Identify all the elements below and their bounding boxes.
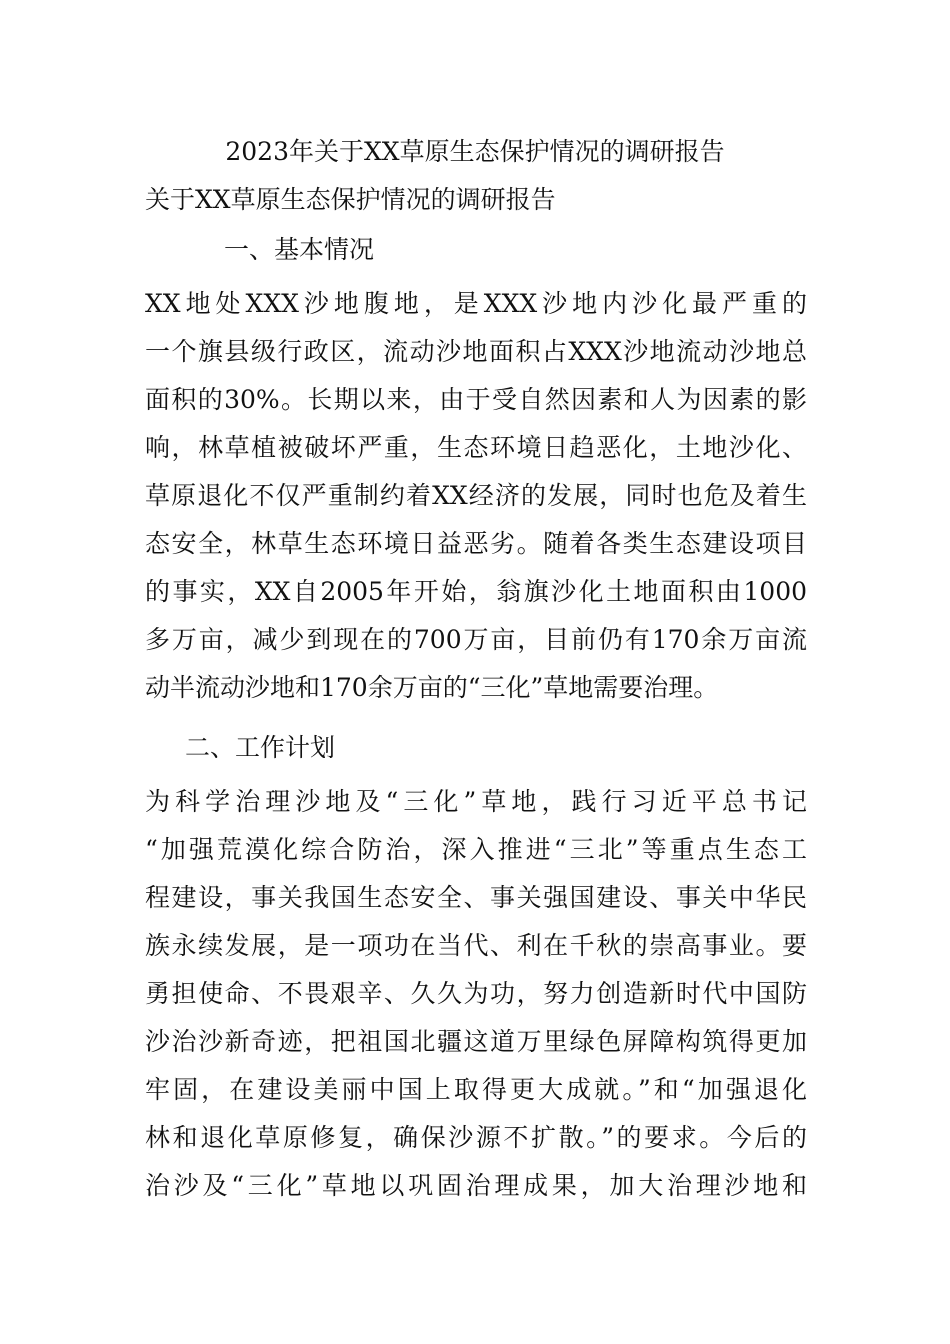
paragraph-line: 动半流动沙地和170余万亩的“三化”草地需要治理。 [145, 673, 719, 702]
section-heading-plan: 二、工作计划 [185, 733, 336, 762]
paragraph-work-plan [145, 778, 807, 1210]
paragraph-line: 一个旗县级行政区，流动沙地面积占XXX沙地流动沙地总 [145, 337, 807, 366]
paragraph-line: 勇担使命、不畏艰辛、久久为功，努力创造新时代中国防 [145, 979, 807, 1008]
paragraph-line: 程建设，事关我国生态安全、事关强国建设、事关中华民 [145, 883, 807, 912]
document-subtitle: 关于XX草原生态保护情况的调研报告 [145, 185, 556, 214]
paragraph-basic-situation [145, 280, 807, 712]
paragraph-line: 为科学治理沙地及“三化”草地，践行习近平总书记 [145, 787, 807, 816]
paragraph-line: 族永续发展，是一项功在当代、利在千秋的崇高事业。要 [145, 931, 807, 960]
paragraph-line: 面积的30%。长期以来，由于受自然因素和人为因素的影 [145, 385, 807, 414]
section-heading-basic: 一、基本情况 [224, 235, 375, 264]
paragraph-line: 沙治沙新奇迹，把祖国北疆这道万里绿色屏障构筑得更加 [145, 1027, 807, 1056]
paragraph-line: 牢固，在建设美丽中国上取得更大成就。”和“加强退化 [145, 1075, 807, 1104]
paragraph-line: 治沙及“三化”草地以巩固治理成果，加大治理沙地和 [145, 1171, 807, 1200]
document-title [0, 128, 950, 176]
paragraph-line: “加强荒漠化综合防治，深入推进“三北”等重点生态工 [145, 835, 807, 864]
paragraph-line: 林和退化草原修复，确保沙源不扩散。”的要求。今后的 [145, 1123, 807, 1152]
document-title-text: 2023年关于XX草原生态保护情况的调研报告 [225, 137, 725, 166]
paragraph-line: 草原退化不仅严重制约着XX经济的发展，同时也危及着生 [145, 481, 807, 510]
paragraph-line: 的事实，XX自2005年开始，翁旗沙化土地面积由1000 [145, 577, 807, 606]
paragraph-line: XX地处XXX沙地腹地，是XXX沙地内沙化最严重的 [145, 289, 807, 318]
paragraph-line: 响，林草植被破坏严重，生态环境日趋恶化，土地沙化、 [145, 433, 807, 462]
paragraph-line: 态安全，林草生态环境日益恶劣。随着各类生态建设项目 [145, 529, 807, 558]
paragraph-line: 多万亩，减少到现在的700万亩，目前仍有170余万亩流 [145, 625, 807, 654]
